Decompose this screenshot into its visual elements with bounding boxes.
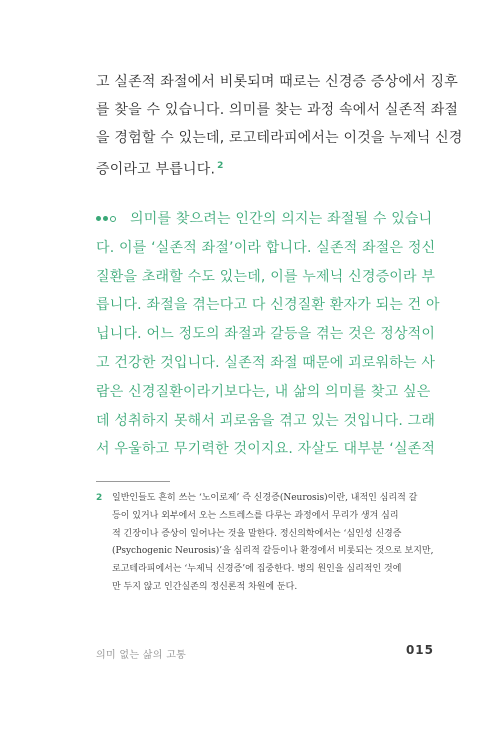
footnote-line: (Psychogenic Neurosis)’을 심리적 갈등이나 환경에서 비롯되는 것으로 보지만, <box>112 546 434 557</box>
footnote-body <box>112 490 436 597</box>
highlight-line: 릅니다. 좌절을 겪는다고 다 신경질환 환자가 되는 건 아 <box>96 297 440 314</box>
running-footer-title: 의미 없는 삶의 고통 <box>96 650 187 661</box>
body-line: 를 찾을 수 있습니다. 의미를 찾는 과정 속에서 실존적 좌절 <box>96 102 459 118</box>
footnote-reference[interactable]: 2 <box>217 161 224 171</box>
body-paragraph <box>96 68 463 184</box>
highlight-line: 서 우울하고 무기력한 것이지요. 자살도 대부분 ‘실존적 <box>96 441 436 458</box>
footnote-line: 만 두지 않고 인간실존의 정신론적 차원에 둔다. <box>112 581 298 592</box>
body-line-text: 증이라고 부릅니다. <box>96 161 216 178</box>
highlight-line: 닙니다. 어느 정도의 좌절과 갈등을 겪는 것은 정상적이 <box>96 326 436 343</box>
body-line <box>96 152 436 184</box>
footnote-line: 로고테라피에서는 ‘누제닉 신경증’에 집중한다. 병의 원인을 심리적인 것에 <box>112 564 402 575</box>
highlight-line: 람은 신경질환이라기보다는, 내 삶의 의미를 찾고 싶은 <box>96 383 431 400</box>
footnote-number: 2 <box>96 493 103 503</box>
body-line: 고 실존적 좌절에서 비롯되며 때로는 신경증 증상에서 징후 <box>96 74 458 90</box>
highlight-line: 고 건강한 것입니다. 실존적 좌절 때문에 괴로워하는 사 <box>96 354 436 371</box>
footnote-line: 적 긴장이나 증상이 일어나는 것을 말한다. 정신의학에서는 ‘심인성 신경증 <box>112 528 402 539</box>
page-number: 015 <box>405 643 434 657</box>
highlight-line: 질환을 초래할 수도 있는데, 이를 누제닉 신경증이라 부 <box>96 268 436 285</box>
body-line: 을 경험할 수 있는데, 로고테라피에서는 이것을 누제닉 신경 <box>96 130 463 146</box>
highlight-line: 다. 이를 ‘실존적 좌절’이라 합니다. 실존적 좌절은 정신 <box>96 239 436 256</box>
highlight-line: 데 성취하지 못해서 괴로움을 겪고 있는 것입니다. 그래 <box>96 412 436 429</box>
footnote-divider <box>96 481 170 482</box>
footnote-line: 일반인들도 흔히 쓰는 ‘노이로제’ 즉 신경증(Neurosis)이란, 내적인 심리적 갈 <box>112 493 418 503</box>
footnote <box>96 490 436 597</box>
highlight-line-text: 의미를 찾으려는 인간의 의지는 좌절될 수 있습니 <box>130 211 433 227</box>
bullet-dots-icon <box>96 214 122 224</box>
footnote-line: 등이 있거나 외부에서 오는 스트레스를 다루는 과정에서 무리가 생겨 심리 <box>112 510 399 521</box>
highlight-paragraph <box>96 205 440 464</box>
highlight-line <box>96 205 436 234</box>
